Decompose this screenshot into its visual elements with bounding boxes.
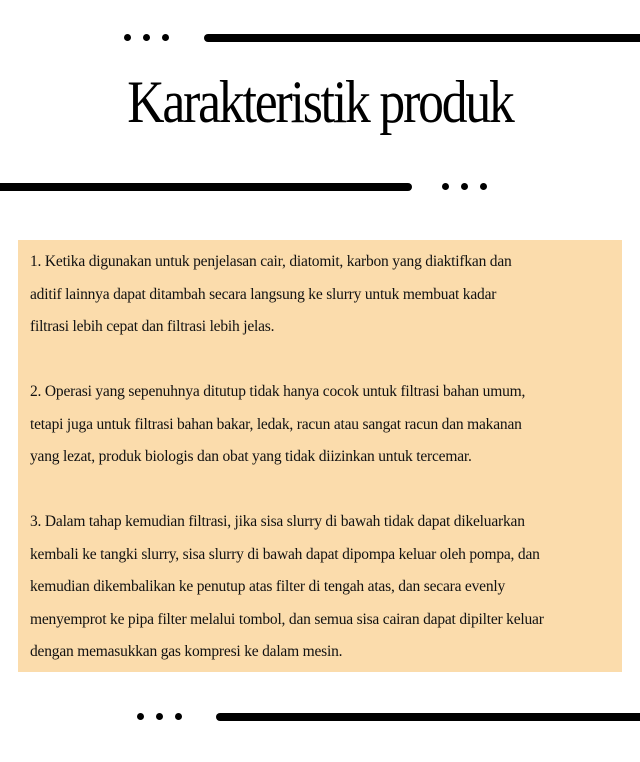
text-line: menyemprot ke pipa filter melalui tombol, dan semua sisa cairan dapat dipilter keluar xyxy=(30,610,544,628)
text-line: aditif lainnya dapat ditambah secara langsung ke slurry untuk membuat kadar xyxy=(30,285,497,303)
middle-dots-decoration xyxy=(442,183,492,191)
dot xyxy=(442,183,449,190)
dot xyxy=(162,34,169,41)
top-dots-decoration xyxy=(124,34,174,42)
text-line: 1. Ketika digunakan untuk penjelasan cair, diatomit, karbon yang diaktifkan dan xyxy=(30,253,512,270)
bottom-rule xyxy=(216,713,640,721)
text-line: tetapi juga untuk filtrasi bahan bakar, ledak, racun atau sangat racun dan makanan xyxy=(30,415,522,433)
characteristics-panel xyxy=(18,240,622,672)
bottom-dots-decoration xyxy=(137,713,187,721)
text-line: 3. Dalam tahap kemudian filtrasi, jika sisa slurry di bawah tidak dapat dikeluarkan xyxy=(30,513,525,530)
dot xyxy=(137,713,144,720)
characteristic-item-3 xyxy=(30,506,612,669)
text-line: yang lezat, produk biologis dan obat yang tidak diizinkan untuk tercemar. xyxy=(30,448,472,465)
dot xyxy=(124,34,131,41)
characteristic-item-2 xyxy=(30,376,612,474)
dot xyxy=(480,183,487,190)
dot xyxy=(461,183,468,190)
text-line: kembali ke tangki slurry, sisa slurry di bawah dapat dipompa keluar oleh pompa, dan xyxy=(30,545,540,563)
characteristic-item-1 xyxy=(30,246,612,344)
dot xyxy=(175,713,182,720)
text-line: 2. Operasi yang sepenuhnya ditutup tidak hanya cocok untuk filtrasi bahan umum, xyxy=(30,383,526,400)
middle-rule xyxy=(0,183,412,191)
dot xyxy=(143,34,150,41)
text-line: filtrasi lebih cepat dan filtrasi lebih jelas. xyxy=(30,318,275,335)
text-line: kemudian dikembalikan ke penutup atas filter di tengah atas, dan secara evenly xyxy=(30,578,506,595)
text-line: dengan memasukkan gas kompresi ke dalam mesin. xyxy=(30,643,343,660)
page-title: Karakteristik produk xyxy=(127,69,513,135)
top-rule xyxy=(204,34,640,42)
dot xyxy=(156,713,163,720)
